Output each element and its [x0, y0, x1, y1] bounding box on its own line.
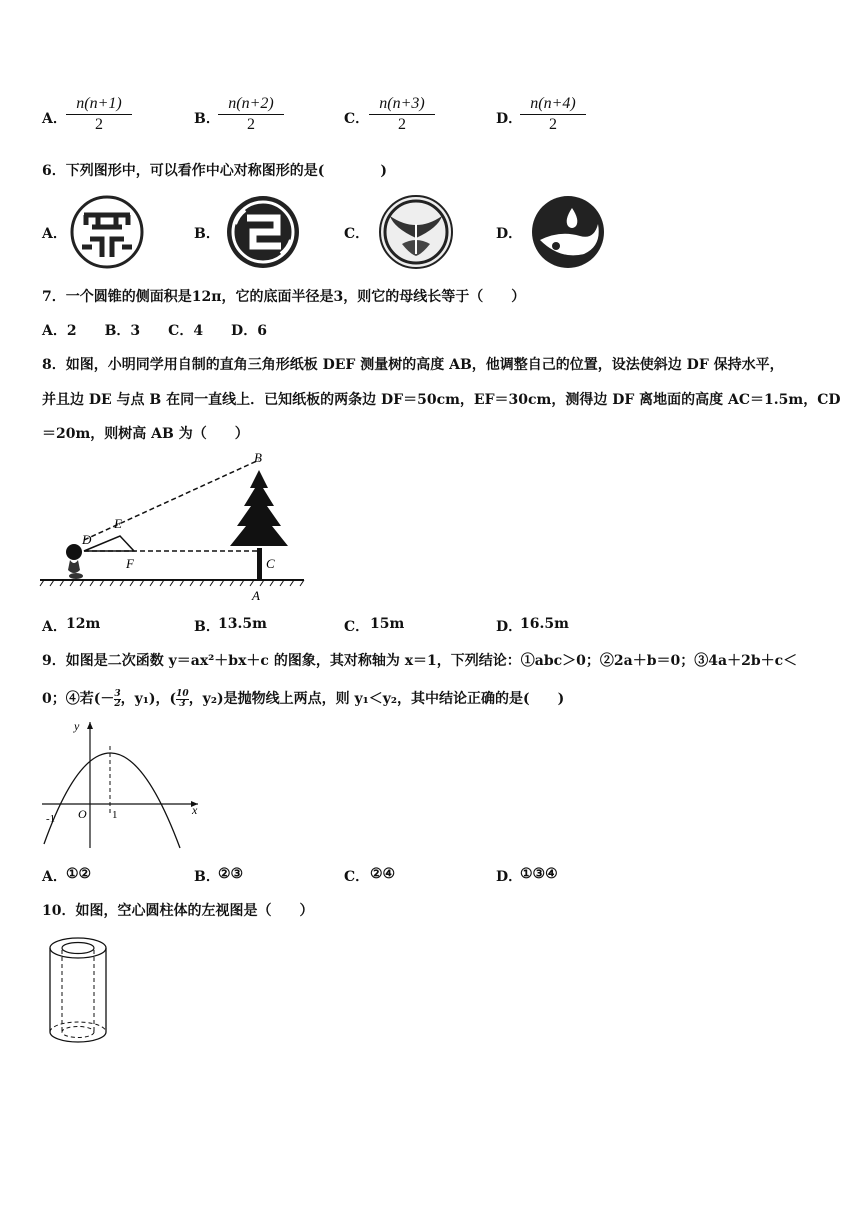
q8-label-d: D: [82, 532, 92, 547]
q9-label-x: x: [192, 803, 198, 817]
q5-option-a-fraction: [66, 95, 132, 134]
q9-line2-part-c: ，y₂)是抛物线上两点，则 y₁＜y₂，其中结论正确的是( ): [188, 691, 565, 707]
q7-options: A．2 B．3 C．4 D．6: [42, 323, 267, 339]
q8-option-d-label: D．: [496, 619, 523, 635]
q5-option-a-numerator: n(n+1): [76, 95, 122, 112]
q9-fraction-3-2-den: 2: [114, 698, 121, 709]
q5-option-d-label: D．: [496, 111, 523, 127]
q5-option-b-denominator: 2: [247, 116, 255, 133]
q9-option-a-label: A．: [42, 869, 67, 885]
q9-option-d-label: D．: [496, 869, 523, 885]
q9-option-a-text: ①②: [66, 866, 92, 882]
q9-option-b-text: ②③: [218, 866, 244, 882]
q8-option-d-text: 16.5m: [520, 616, 569, 632]
q6-question-text: 6．下列图形中，可以看作中心对称图形的是( ): [42, 163, 387, 179]
q9-label-origin: O: [78, 807, 87, 821]
q10-question-text: 10．如图，空心圆柱体的左视图是（ ）: [42, 903, 314, 919]
q5-option-a-denominator: 2: [95, 116, 103, 133]
q5-option-c-denominator: 2: [398, 116, 406, 133]
q5-option-b-numerator: n(n+2): [228, 95, 274, 112]
q6-option-c-label: C．: [344, 226, 370, 242]
q5-option-b-label: B．: [194, 111, 220, 127]
q8-question-line-3: ＝20m，则树高 AB 为（ ）: [42, 426, 249, 442]
q8-label-c: C: [266, 556, 275, 571]
q9-option-c-label: C．: [344, 869, 370, 885]
q8-option-a-label: A．: [42, 619, 67, 635]
q7-question-text: 7．一个圆锥的侧面积是12π，它的底面半径是3，则它的母线长等于（ ）: [42, 289, 526, 305]
q5-option-a-label: A．: [42, 111, 67, 127]
q8-label-a: A: [252, 588, 260, 603]
q8-label-f: F: [126, 556, 134, 571]
q5-option-c-fraction: [369, 95, 435, 134]
q5-option-c-numerator: n(n+3): [379, 95, 425, 112]
q9-label-neg1: -1: [46, 813, 56, 825]
q6-option-a-emblem: [70, 195, 144, 269]
q6-option-d-label: D．: [496, 226, 523, 242]
q8-option-a-text: 12m: [66, 616, 101, 632]
q5-option-c-label: C．: [344, 111, 370, 127]
q6-option-c-emblem: [378, 194, 454, 270]
q9-line2-part-b: ，y₁)，(: [120, 691, 177, 707]
q9-option-d-text: ①③④: [520, 866, 558, 882]
q9-label-y: y: [74, 719, 80, 733]
q9-question-line-2: [42, 688, 564, 709]
q9-question-line-1: 9．如图是二次函数 y＝ax²＋bx＋c 的图象，其对称轴为 x＝1，下列结论：①abc＞0；②2a＋b＝0；③4a＋2b＋c＜: [42, 653, 798, 669]
q8-tree-figure: [38, 448, 308, 608]
q5-option-d-numerator: n(n+4): [530, 95, 576, 112]
q9-label-1: 1: [112, 809, 118, 821]
q8-question-line-2: 并且边 DE 与点 B 在同一直线上．已知纸板的两条边 DF＝50cm，EF＝30cm，测得边 DF 离地面的高度 AC＝1.5m，CD: [42, 392, 841, 408]
q8-option-b-label: B．: [194, 619, 220, 635]
q8-question-line-1: 8．如图，小明同学用自制的直角三角形纸板 DEF 测量树的高度 AB，他调整自己的位置，设法使斜边 DF 保持水平，: [42, 357, 784, 373]
q6-option-b-emblem: [225, 194, 301, 270]
q8-option-c-text: 15m: [370, 616, 405, 632]
q6-option-d-emblem: [530, 194, 606, 270]
q5-option-d-denominator: 2: [549, 116, 557, 133]
q9-fraction-3-2-num: 3: [114, 688, 121, 699]
q9-option-b-label: B．: [194, 869, 220, 885]
q8-label-b: B: [254, 450, 262, 465]
q10-hollow-cylinder-figure: [44, 934, 114, 1048]
q8-label-e: E: [114, 516, 122, 531]
q6-option-a-label: A．: [42, 226, 67, 242]
q9-fraction-10-3: [176, 690, 189, 709]
q5-option-b-fraction: [218, 95, 284, 134]
q9-parabola-figure: [38, 716, 208, 854]
q9-option-c-text: ②④: [370, 866, 396, 882]
q8-option-b-text: 13.5m: [218, 616, 267, 632]
q5-option-d-fraction: [520, 95, 586, 134]
q6-option-b-label: B．: [194, 226, 220, 242]
q8-option-c-label: C．: [344, 619, 370, 635]
q9-fraction-10-3-den: 3: [179, 698, 186, 709]
q9-line2-part-a: 0；④若(－: [42, 691, 115, 707]
q9-fraction-10-3-num: 10: [176, 688, 189, 699]
